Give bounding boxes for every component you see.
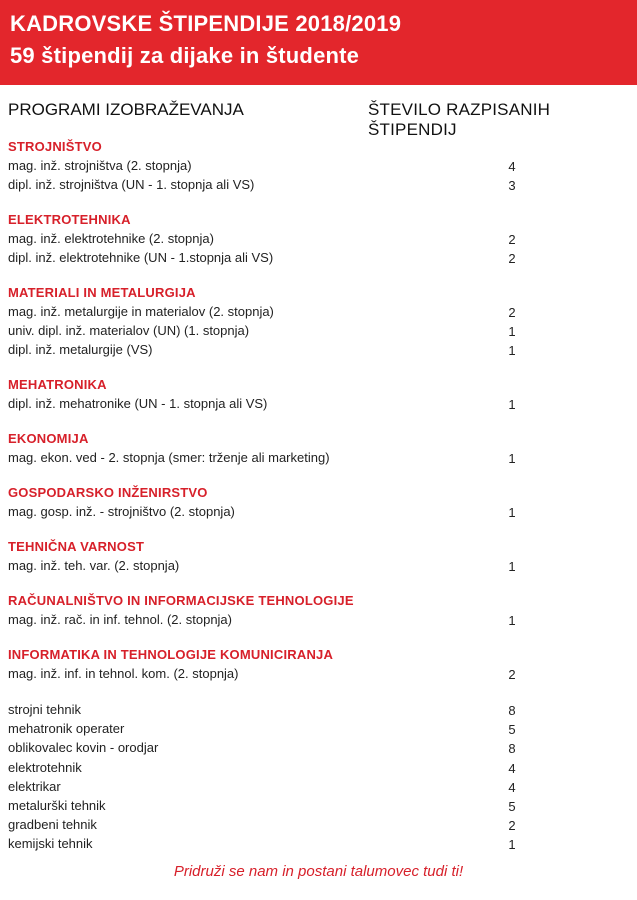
column-header-count: ŠTEVILO RAZPISANIH ŠTIPENDIJ [368, 100, 551, 139]
program-label: mag. ekon. ved - 2. stopnja (smer: trženje ali marketing) [8, 450, 330, 465]
program-section [8, 138, 628, 194]
scholarship-count: 8 [508, 741, 516, 757]
vocational-row [8, 777, 628, 796]
vocational-row [8, 738, 628, 757]
program-row [8, 340, 628, 359]
program-section [8, 646, 628, 683]
program-label: mag. gosp. inž. - strojništvo (2. stopnja) [8, 504, 235, 519]
scholarship-count: 1 [508, 505, 516, 520]
scholarship-count: 8 [508, 703, 516, 718]
program-label: mag. inž. rač. in inf. tehnol. (2. stopnja) [8, 612, 232, 627]
scholarship-count: 2 [508, 305, 516, 320]
header-banner [0, 0, 637, 85]
scholarship-count: 4 [508, 779, 516, 795]
program-label: mag. inž. inf. in tehnol. kom. (2. stopnja) [8, 666, 239, 681]
program-row [8, 321, 628, 340]
vocational-row [8, 700, 628, 719]
section-title: EKONOMIJA [8, 431, 89, 446]
program-row [8, 156, 628, 175]
scholarship-count: 1 [508, 451, 516, 466]
program-section [8, 211, 628, 267]
program-section [8, 376, 628, 413]
scholarship-count: 3 [508, 178, 516, 193]
program-label: dipl. inž. mehatronike (UN - 1. stopnja ali VS) [8, 396, 268, 411]
section-title: MATERIALI IN METALURGIJA [8, 285, 196, 300]
scholarship-count: 4 [508, 760, 516, 776]
program-section [8, 284, 628, 359]
section-title: GOSPODARSKO INŽENIRSTVO [8, 485, 208, 500]
program-label: dipl. inž. strojništva (UN - 1. stopnja ali VS) [8, 177, 255, 192]
program-section [8, 592, 628, 629]
scholarship-count: 2 [508, 667, 516, 682]
vocational-row [8, 834, 628, 853]
program-label: mag. inž. strojništva (2. stopnja) [8, 158, 192, 173]
scholarship-count: 1 [508, 324, 516, 339]
vocational-label: gradbeni tehnik [8, 817, 97, 833]
vocational-row [8, 815, 628, 834]
scholarship-count: 2 [508, 251, 516, 266]
program-label: dipl. inž. metalurgije (VS) [8, 342, 153, 357]
program-label: univ. dipl. inž. materialov (UN) (1. stopnja) [8, 323, 250, 338]
vocational-row [8, 796, 628, 815]
section-title: STROJNIŠTVO [8, 139, 102, 154]
program-label: mag. inž. teh. var. (2. stopnja) [8, 558, 180, 573]
scholarship-count: 1 [508, 837, 516, 853]
vocational-label: mehatronik operater [8, 721, 125, 737]
program-row [8, 664, 628, 683]
program-label: dipl. inž. elektrotehnike (UN - 1.stopnja ali VS) [8, 250, 274, 265]
section-title: INFORMATIKA IN TEHNOLOGIJE KOMUNICIRANJA [8, 647, 334, 662]
program-section [8, 430, 628, 467]
scholarship-count: 1 [508, 397, 516, 412]
program-row [8, 175, 628, 194]
vocational-label: elektrikar [8, 778, 61, 794]
program-section [8, 538, 628, 575]
section-title: RAČUNALNIŠTVO IN INFORMACIJSKE TEHNOLOGIJE [8, 593, 354, 608]
program-label: mag. inž. elektrotehnike (2. stopnja) [8, 231, 214, 246]
column-header-programs: PROGRAMI IZOBRAŽEVANJA [8, 100, 244, 119]
scholarship-count: 5 [508, 798, 516, 814]
scholarship-count: 1 [508, 559, 516, 574]
scholarship-count: 5 [508, 722, 516, 738]
scholarship-count: 2 [508, 232, 516, 247]
program-section [8, 484, 628, 521]
program-row [8, 394, 628, 413]
section-title: MEHATRONIKA [8, 377, 107, 392]
section-title: TEHNIČNA VARNOST [8, 539, 145, 554]
vocational-row [8, 719, 628, 738]
program-label: mag. inž. metalurgije in materialov (2. stopnja) [8, 304, 274, 319]
scholarship-count: 1 [508, 343, 516, 358]
program-row [8, 248, 628, 267]
program-list [8, 138, 628, 854]
vocational-label: kemijski tehnik [8, 836, 93, 852]
vocational-label: metalurški tehnik [8, 797, 106, 813]
scholarship-count: 4 [508, 159, 516, 174]
section-group [8, 138, 628, 683]
program-row [8, 302, 628, 321]
vocational-label: strojni tehnik [8, 702, 81, 717]
program-row [8, 502, 628, 521]
program-row [8, 229, 628, 248]
scholarship-count: 2 [508, 818, 516, 834]
program-row [8, 448, 628, 467]
footer-slogan: Pridruži se nam in postani talumovec tudi ti! [173, 863, 464, 880]
scholarship-count: 1 [508, 613, 516, 628]
program-row [8, 610, 628, 629]
vocational-label: oblikovalec kovin - orodjar [8, 740, 159, 756]
vocational-list [8, 700, 628, 854]
program-row [8, 556, 628, 575]
vocational-label: elektrotehnik [8, 759, 82, 775]
vocational-row [8, 758, 628, 777]
section-title: ELEKTROTEHNIKA [8, 212, 131, 227]
page-subtitle: 59 štipendij za dijake in študente [10, 43, 360, 68]
page-title: KADROVSKE ŠTIPENDIJE 2018/2019 [10, 11, 402, 36]
